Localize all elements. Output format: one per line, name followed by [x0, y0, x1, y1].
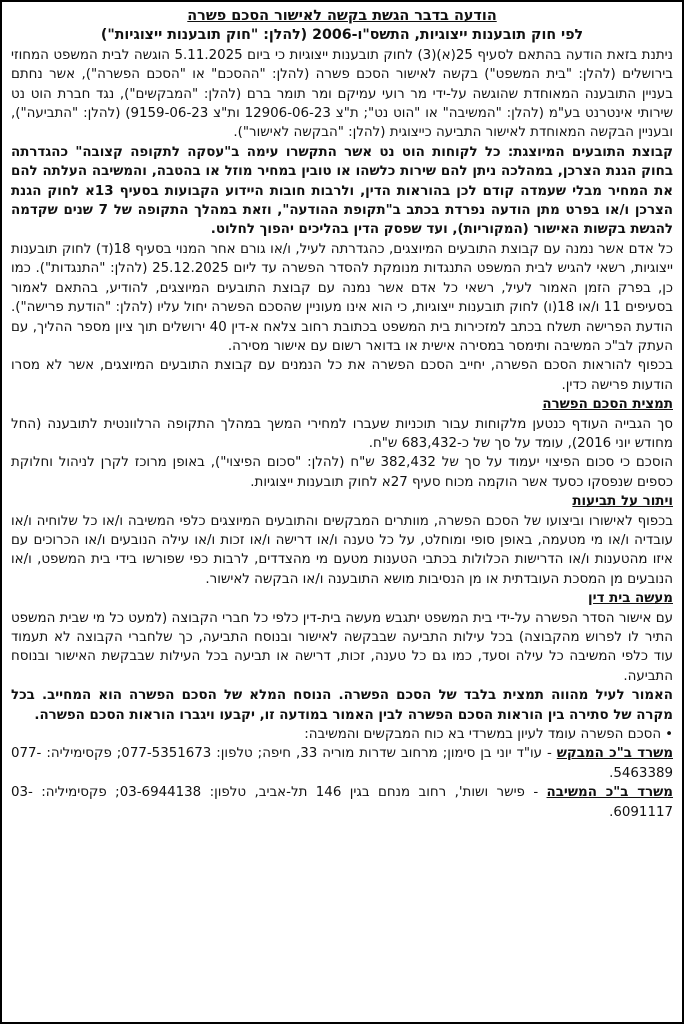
applicants-counsel-contact: [11, 744, 673, 783]
notice-subtitle: לפי חוק תובענות ייצוגיות, התשס"ו-2006 (להלן: "חוק תובענות ייצוגיות"): [100, 27, 584, 44]
summary-paragraph-1: סך הגבייה העודף כנטען מלקוחות עבור תוכניות שעברו למחירי המשך במהלך התקופה הרלוונטית לתובענה (החל מחודש יוני 2016), עומד על סך של כ-683,432 ש"ח.: [11, 416, 673, 451]
respondent-counsel-contact: [11, 783, 673, 822]
represented-group-paragraph: קבוצת התובעים המיוצגת: כל לקוחות הוט נט אשר התקשרו עימה ב"עסקה לתקופה קצובה" כהגדרתה בחוק הגנת הצרכן, במהלכה ניתן להם שירות כלשהו או טובין במחיר מוזל או בהטבה, והמשיבה העלתה להם את המחיר מבלי שעמדה קודם לכן בהוראות הדין, ולרבות חובות היידוע הקבועות בסעיף 13א לחוק הגנת הצרכן ו/או בפרט מתן הודעה נפרדת בכתב ב"תקופת ההודעה", וזאת במהלך התקופה של 7 שנים שקדמה להגשת בקשות האישור (המקוריות), ועד שפסק הדין בהליכים יהפוך לחלוט.: [11, 144, 673, 238]
disclaimer-paragraph: האמור לעיל מהווה תמצית בלבד של הסכם הפשרה. הנוסח המלא של הסכם הפשרה הוא המחייב. בכל מקרה של סתירה בין הוראות הסכם הפשרה לבין האמור במודעה זו, יקבעו ויגברו הוראות הסכם הפשרה.: [11, 688, 673, 723]
res-judicata-heading: מעשה בית דין: [588, 591, 673, 607]
respondent-counsel-details: - פישר ושות', רחוב מנחם בגין 146 תל-אביב, טלפון: 03-6944138; פקסימיליה: 03-6091117.: [11, 785, 673, 820]
res-judicata-paragraph: עם אישור הסדר הפשרה על-ידי בית המשפט יתגבש מעשה בית-דין כלפי כל חברי הקבוצה (למעט כל מי שבית המשפט התיר לו לפרוש מהקבוצה) בכל עילות התביעה שבבקשה לאישור ובנוסח התביעה, כך שלחברי הקבוצה לא תעמוד עוד כלפי המשיבה כל עילה וסעד, כמו גם כל טענה, זכות, דרישה או תביעה בכל העילות שבבקשת האישור ובנוסח התביעה.: [11, 610, 673, 684]
applicants-counsel-label: משרד ב"כ המבקש: [556, 746, 674, 762]
applicants-counsel-details: - עו"ד יוני בן סימון; מרחוב שדרות מוריה 33, חיפה; טלפון: 077-5351673; פקסימיליה: 077-5463389.: [11, 746, 673, 781]
notice-title: הודעה בדבר הגשת בקשה לאישור הסכם פשרה: [187, 8, 497, 24]
objections-paragraph: כל אדם אשר נמנה עם קבוצת התובעים המיוצגים, כהגדרתה לעיל, ו/או גורם אחר המנוי בסעיף 18(ד) לחוק תובענות ייצוגיות, רשאי להגיש לבית המשפט התנגדות מנומקת להסדר הפשרה עד ליום 25.12.2025 (להלן: "התנגדות"). כמו כן, בפרק הזמן האמור לעיל, רשאי כל אדם אשר נמנה עם קבוצת התובעים המיוצגים, להודיע, בהתאם לאמור בסעיפים 11 ו/או 18(ו) לחוק תובענות ייצוגיות, כי הוא אינו מעוניין שהסכם הפשרה יחול עליו (להלן: "הודעת פרישה"). הודעת הפרישה תשלח בכתב למזכירות בית המשפט בכתובת רחוב צלאח א-דין 40 ירושלים תוך ציון מספר ההליך, עם העתק לב"כ המשיבה ותימסר במסירה אישית או בדואר רשום עם אישור מסירה.: [11, 241, 673, 354]
waiver-heading: ויתור על תביעות: [572, 494, 673, 510]
waiver-paragraph: בכפוף לאישורו וביצועו של הסכם הפשרה, מוותרים המבקשים והתובעים המיוצגים כלפי המשיבה ו/או כל שלוחיה ו/או עובדיה ו/או מי מטעמה, באופן סופי ומוחלט, על כל טענה ו/או דרישה ו/או זכות ו/או עילה הנובעים ו/או הכרוכים עם איזו מהטענות ו/או הדרישות הכלולות בכתבי הטענות מטעם מי מהצדדים, לרבות כפי שפורשו בידי בית המשפט, ו/או הנובעים מן המסכת העובדתית או מן הנסיבות מושא התובענה ו/או הבקשה לאישור.: [11, 513, 673, 587]
intro-paragraph: ניתנת בזאת הודעה בהתאם לסעיף 25(א)(3) לחוק תובענות ייצוגיות כי ביום 5.11.2025 הוגשה לבית המשפט המחוזי בירושלים (להלן: "בית המשפט") בקשה לאישור הסכם פשרה (להלן: "ההסכם" או "הסכם הפשרה"), אשר נחתם בעניין התובענה המאוחדת שהוגשה על-ידי מר רועי עמיקם ומר תומר ברם (להלן: "המבקשים"), נגד חברת הוט נט שירותי אינטרנט בע"מ (להלן: "המשיבה" או "הוט נט"; ת"צ 12906-06-23 ות"צ 9159-06-23) (להלן: "התביעה"), ובעניין הבקשה המאוחדת לאישור התביעה כייצוגית (להלן: "הבקשה לאישור").: [11, 47, 674, 141]
binding-paragraph: בכפוף להוראות הסכם הפשרה, יחייב הסכם הפשרה את כל הנמנים עם קבוצת התובעים המיוצגים, אשר לא מסרו הודעות פרישה כדין.: [11, 358, 673, 393]
summary-paragraph-2: הוסכם כי סכום הפיצוי יעמוד על סך של 382,432 ש"ח (להלן: "סכום הפיצוי"), באופן מרוכז לקרן לניהול וחלוקת כספים שנפסקו כסעד אשר הוקמה מכוח סעיף 27א לחוק תובענות ייצוגיות.: [11, 455, 673, 490]
respondent-counsel-label: משרד ב"כ המשיבה: [546, 785, 674, 801]
bullet-icon: •: [665, 727, 673, 743]
availability-text: הסכם הפשרה עומד לעיון במשרדי בא כוח המבקשים והמשיבה:: [304, 727, 662, 743]
summary-heading: תמצית הסכם הפשרה: [542, 397, 673, 413]
availability-line: [11, 725, 673, 744]
